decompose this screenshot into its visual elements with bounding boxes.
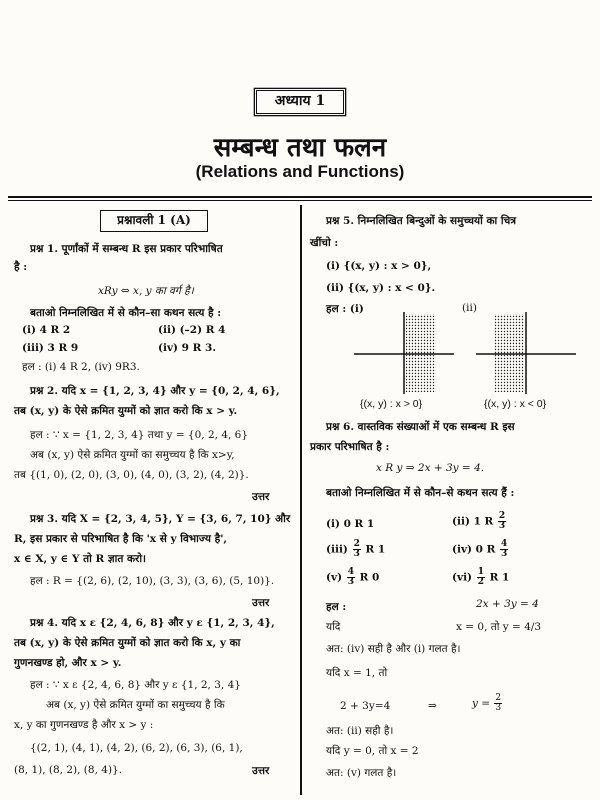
q6-equation-2: 2 + 3y=4 bbox=[340, 700, 391, 712]
q1-ask: बताओ निम्नलिखित में से कौन–सा कथन सत्य है : bbox=[30, 307, 222, 319]
q6-option-ii-prefix: (ii) 1 R bbox=[452, 515, 494, 528]
q1-definition: xRy ⇔ x, y का वर्ग है। bbox=[98, 285, 194, 297]
q5-graph-ii-label: (ii) bbox=[462, 302, 477, 314]
q3-line3: x ∈ X, y ∈ Y तो R ज्ञात करो। bbox=[14, 553, 147, 565]
q1-option-i: (i) 4 R 2 bbox=[22, 324, 71, 336]
q6-option-iii-den: 3 bbox=[353, 549, 360, 559]
q6-option-vi-suffix: R 1 bbox=[489, 571, 510, 584]
q6-if-3: यदि y = 0, तो x = 2 bbox=[326, 745, 419, 757]
q6-option-i: (i) 0 R 1 bbox=[326, 518, 375, 530]
q6-option-iii-fraction bbox=[353, 540, 361, 559]
q4-line2: तब (x, y) के ऐसे क्रमित युग्मों को ज्ञात करो कि x, y का bbox=[14, 637, 241, 649]
q6-if-2: यदि x = 1, तो bbox=[326, 667, 388, 679]
q6-option-vi-fraction bbox=[477, 568, 485, 587]
q6-option-iv-num: 4 bbox=[501, 539, 508, 549]
q2-solution-3: तब {(1, 0), (2, 0), (3, 0), (4, 0), (3, 2), (4, 2)}. bbox=[14, 469, 249, 481]
q6-option-v-num: 4 bbox=[347, 567, 354, 577]
q6-option-iii bbox=[326, 540, 385, 559]
q6-option-ii-num: 2 bbox=[498, 511, 506, 521]
q6-result-2: अत: (ii) सही है। bbox=[326, 725, 394, 737]
q3-answer-tag: उत्तर bbox=[252, 597, 270, 609]
q6-option-v-fraction bbox=[347, 568, 355, 587]
chapter-label: अध्याय 1 bbox=[256, 90, 344, 114]
graph-caption-ii: {(x, y) : x < 0} bbox=[484, 398, 547, 410]
q4-line1: प्रश्न 4. यदि x ε {2, 4, 6, 8} और y ε {1, 2, 3, 4}, bbox=[30, 617, 275, 629]
column-divider bbox=[300, 205, 302, 795]
q6-y-label: y = bbox=[472, 697, 491, 710]
q6-option-iv-fraction bbox=[500, 540, 508, 559]
q2-solution-2: अब (x, y) ऐसे क्रमित युग्मों का समुच्चय है कि x>y, bbox=[30, 449, 235, 461]
q6-if-value: x = 0, तो y = 4/3 bbox=[456, 621, 542, 633]
header-rule-top bbox=[8, 196, 592, 198]
q6-option-iii-suffix: R 1 bbox=[365, 543, 386, 556]
q6-result-3: अत: (v) गलत है। bbox=[326, 767, 397, 779]
q6-option-vi-prefix: (vi) bbox=[452, 571, 473, 584]
q6-option-ii-den: 3 bbox=[498, 521, 506, 531]
header-rule-bottom bbox=[8, 200, 592, 201]
q6-option-iv-prefix: (iv) 0 R bbox=[452, 543, 496, 556]
q6-ask: बताओ निम्नलिखित में से कौन–से कथन सत्य हैं : bbox=[326, 487, 515, 499]
q6-option-ii bbox=[452, 512, 507, 531]
q6-line1: प्रश्न 6. वास्तविक संख्याओं में एक सम्बन्ध R इस bbox=[326, 421, 515, 433]
q6-option-v bbox=[326, 568, 379, 587]
q1-line1: प्रश्न 1. पूर्णांकों में सम्बन्ध R इस प्रकार परिभाषित bbox=[30, 243, 223, 255]
q6-if-label: यदि bbox=[326, 621, 341, 633]
q1-answer: हल : (i) 4 R 2, (iv) 9R3. bbox=[22, 361, 140, 373]
q6-y-num: 2 bbox=[495, 693, 502, 703]
q4-solution-3: x, y का गुणनखण्ड है और x > y : bbox=[14, 719, 154, 731]
graph-caption-i: {(x, y) : x > 0} bbox=[360, 398, 423, 410]
q6-option-v-den: 3 bbox=[347, 577, 354, 587]
q6-option-vi bbox=[452, 568, 509, 587]
q5-line1: प्रश्न 5. निम्नलिखित बिन्दुओं के समुच्चयों का चित्र bbox=[326, 215, 517, 227]
q3-solution: हल : R = {(2, 6), (2, 10), (3, 3), (3, 6), (5, 10)}. bbox=[30, 575, 275, 587]
q2-line1: प्रश्न 2. यदि x = {1, 2, 3, 4} और y = {0, 2, 4, 6}, bbox=[30, 385, 280, 397]
q2-line2: तब (x, y) के ऐसे क्रमित युग्मों को ज्ञात करो कि x > y. bbox=[14, 405, 238, 417]
q6-result-1: अत: (iv) सही है और (i) गलत है। bbox=[326, 643, 461, 655]
q6-arrow: ⇒ bbox=[428, 700, 437, 712]
graph-x-less-than-zero bbox=[476, 312, 576, 394]
q4-line3: गुणनखण्ड हो, और x > y. bbox=[14, 657, 122, 669]
q6-definition: x R y ⇒ 2x + 3y = 4. bbox=[376, 462, 485, 474]
q1-option-iv: (iv) 9 R 3. bbox=[158, 342, 216, 354]
q6-option-iv bbox=[452, 540, 509, 559]
q6-solution-label: हल : bbox=[326, 601, 347, 613]
q4-solution-2: अब (x, y) ऐसे क्रमित युग्मों का समुच्चय है कि bbox=[46, 699, 225, 711]
q4-solution-1: हल : ∵ x ε {2, 4, 6, 8} और y ε {1, 2, 3, 4} bbox=[30, 679, 241, 691]
q6-option-ii-fraction bbox=[498, 512, 506, 531]
q5-part-ii: (ii) {(x, y) : x < 0}. bbox=[326, 282, 436, 294]
graph-x-greater-than-zero bbox=[354, 312, 454, 394]
q5-line2: खींचो : bbox=[310, 237, 339, 249]
q6-option-iii-num: 2 bbox=[353, 539, 360, 549]
exercise-title: प्रश्नावली 1 (A) bbox=[100, 210, 208, 232]
q6-equation: 2x + 3y = 4 bbox=[476, 598, 539, 610]
q2-answer-tag: उत्तर bbox=[252, 491, 270, 503]
q6-option-iii-prefix: (iii) bbox=[326, 543, 348, 556]
chapter-title-english: (Relations and Functions) bbox=[195, 162, 405, 181]
q4-solution-5: (8, 1), (8, 2), (8, 4)}. bbox=[14, 764, 123, 776]
q6-option-iv-den: 3 bbox=[501, 549, 508, 559]
q4-answer-tag: उत्तर bbox=[252, 765, 270, 777]
q1-option-ii: (ii) (–2) R 4 bbox=[158, 324, 226, 336]
chapter-title-hindi: सम्बन्ध तथा फलन bbox=[213, 133, 387, 163]
q3-line1: प्रश्न 3. यदि X = {2, 3, 4, 5}, Y = {3, 6, 7, 10} और bbox=[30, 513, 291, 525]
q4-solution-4: {(2, 1), (4, 1), (4, 2), (6, 2), (6, 3), (6, 1), bbox=[30, 742, 243, 754]
q6-line2: प्रकार परिभाषित है : bbox=[310, 441, 390, 453]
q6-option-v-suffix: R 0 bbox=[359, 571, 380, 584]
q5-solution-label: हल : (i) bbox=[326, 303, 364, 315]
q6-option-vi-num: 1 bbox=[477, 567, 484, 577]
q6-y-fraction bbox=[494, 694, 502, 713]
q2-solution-1: हल : ∵ x = {1, 2, 3, 4} तथा y = {0, 2, 4, 6} bbox=[30, 429, 249, 441]
q6-y-den: 3 bbox=[495, 703, 502, 713]
q1-option-iii: (iii) 3 R 9 bbox=[22, 342, 79, 354]
q6-option-vi-den: 2 bbox=[477, 577, 484, 587]
q1-line2: है : bbox=[14, 261, 28, 273]
q5-part-i: (i) {(x, y) : x > 0}, bbox=[326, 260, 432, 272]
q3-line2: R, इस प्रकार से परिभाषित है कि 'x से y विभाज्य है', bbox=[14, 533, 228, 545]
q6-option-v-prefix: (v) bbox=[326, 571, 343, 584]
q6-y-value bbox=[472, 694, 503, 713]
